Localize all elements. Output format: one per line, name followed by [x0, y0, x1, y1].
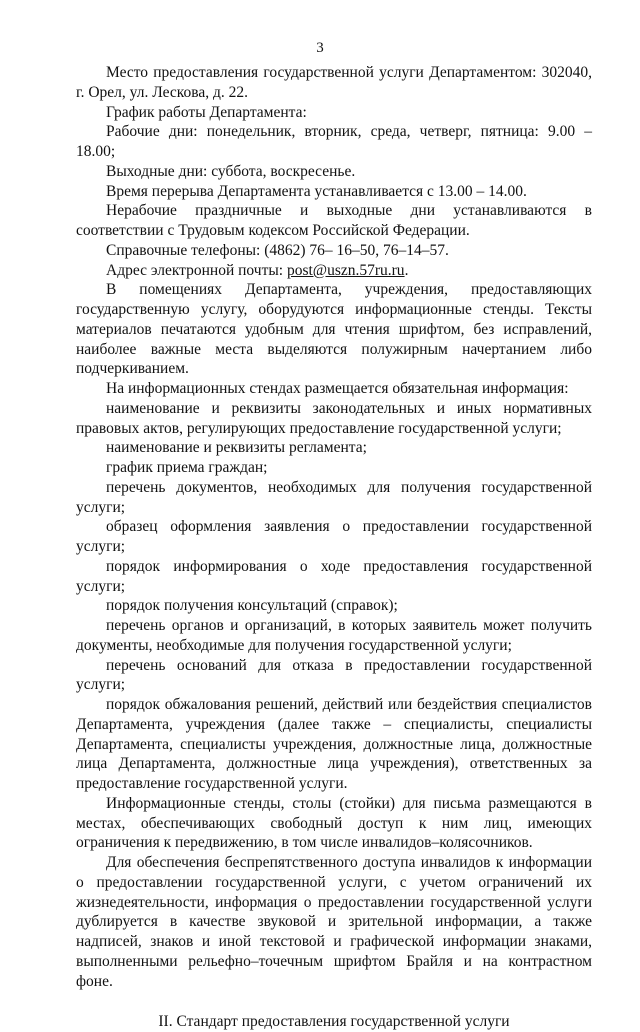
- list-item-application-sample: образец оформления заявления о предоставлении государственной услуги;: [76, 518, 592, 555]
- paragraph-days-off: Выходные дни: суббота, воскресенье.: [106, 162, 356, 180]
- paragraph-schedule-heading: График работы Департамента:: [106, 103, 307, 121]
- paragraph-accessibility: Для обеспечения беспрепятственного доступа инвалидов к информации о предоставлении государственной услуги, с учетом ограничений их жизнедеятельности, информация о предоставлении государственной услуги дублируется в качестве звуковой и зрительной информации, а также надписей, знаков и иной текстовой и графической информации знаками, выполненными рельефно–точечным шрифтом Брайля и на контрастном фоне.: [76, 854, 592, 990]
- list-item-reception-schedule: график приема граждан;: [106, 459, 268, 476]
- paragraph-info-stands: В помещениях Департамента, учреждения, предоставляющих государственную услугу, оборудуются информационные стенды. Тексты материалов печатаются удобным для чтения шрифтом, без исправлений, наиболее важные места выделяются полужирным начертанием либо подчеркиванием.: [76, 281, 592, 378]
- list-item-regulation: наименование и реквизиты регламента;: [106, 439, 367, 457]
- paragraph-holidays: Нерабочие праздничные и выходные дни устанавливаются в соответствии с Трудовым кодексом Российской Федерации.: [76, 202, 592, 239]
- email-label: Адрес электронной почты:: [106, 261, 287, 279]
- list-item-consultations: порядок получения консультаций (справок);: [106, 597, 398, 615]
- list-item-appeal-procedure: порядок обжалования решений, действий или бездействия специалистов Департамента, учреждения (далее также – специалисты, специалисты Департамента, специалисты учреждения, должностные лица, должностные лица Департамента, должностные лица учреждения), ответственных за предоставление государственной услуги.: [76, 696, 592, 792]
- paragraph-phones: Справочные телефоны: (4862) 76– 16–50, 76–14–57.: [106, 241, 449, 259]
- list-item-organizations: перечень органов и организаций, в которых заявитель может получить документы, необходимые для получения государственной услуги;: [76, 617, 592, 654]
- page-number: 3: [316, 40, 324, 56]
- section-spacer: [76, 991, 592, 1012]
- section-heading: II. Стандарт предоставления государственной услуги: [158, 1013, 510, 1031]
- page-content: [76, 63, 592, 1032]
- email-suffix: .: [404, 261, 409, 279]
- list-item-progress-info: порядок информирования о ходе предоставления государственной услуги;: [76, 557, 592, 595]
- list-item-legal-acts: наименование и реквизиты законодательных и иных нормативных правовых актов, регулирующих предоставление государственной услуги;: [76, 399, 592, 437]
- paragraph-email: [76, 261, 592, 281]
- paragraph-stands-placement: Информационные стенды, столы (стойки) для письма размещаются в местах, обеспечивающих свободный доступ к ним лиц, имеющих ограничения к передвижению, в том числе инвалидов–колясочников.: [76, 794, 592, 852]
- paragraph-break-time: Время перерыва Департамента устанавливается с 13.00 – 14.00.: [106, 182, 527, 200]
- paragraph-mandatory-info: На информационных стендах размещается обязательная информация:: [106, 380, 569, 397]
- paragraph-working-days: Рабочие дни: понедельник, вторник, среда, четверг, пятница: 9.00 – 18.00;: [76, 123, 592, 160]
- paragraph-service-location: Место предоставления государственной услуги Департаментом: 302040, г. Орел, ул. Лескова, д. 22.: [76, 64, 592, 101]
- email-link[interactable]: post@uszn.57ru.ru: [286, 261, 405, 279]
- list-item-refusal-grounds: перечень оснований для отказа в предоставлении государственной услуги;: [76, 656, 592, 694]
- list-item-documents: перечень документов, необходимых для получения государственной услуги;: [76, 478, 592, 516]
